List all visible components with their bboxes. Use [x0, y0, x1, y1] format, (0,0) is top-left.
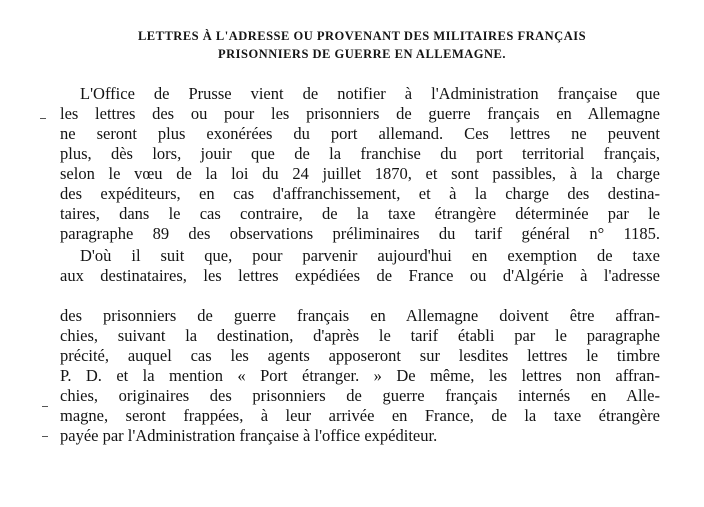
- heading-line-1: LETTRES À L'ADRESSE OU PROVENANT DES MILITAIRES FRANÇAIS: [137, 29, 587, 43]
- paragraph-1-line-7: taires, dans le cas contraire, de la taxe étrangère déterminée par le: [60, 204, 660, 223]
- paragraph-2-line-2: aux destinataires, les lettres expédiées de France ou d'Algérie à l'adresse: [60, 266, 660, 285]
- paragraph-3-line-6: magne, seront frappées, à leur arrivée en France, de la taxe étrangère: [60, 406, 660, 425]
- paragraph-1-line-6: des expéditeurs, en cas d'affranchissement, et à la charge des destina-: [60, 184, 660, 203]
- paragraph-3-line-5: chies, originaires des prisonniers de guerre français internés en Alle-: [60, 386, 660, 405]
- margin-mark: [42, 406, 48, 407]
- paragraph-1-line-2: les lettres des ou pour les prisonniers de guerre français en Allemagne: [60, 104, 660, 123]
- margin-mark: [42, 436, 48, 437]
- paragraph-3-line-7: payée par l'Administration française à l'office expéditeur.: [60, 426, 438, 445]
- paragraph-3-line-4: P. D. et la mention « Port étranger. » De même, les lettres non affran-: [60, 366, 660, 385]
- paragraph-3-line-2: chies, suivant la destination, d'après le tarif établi par le paragraphe: [60, 326, 660, 345]
- paragraph-1-line-1: L'Office de Prusse vient de notifier à l'Administration française que: [80, 84, 660, 103]
- paragraph-1-line-4: plus, dès lors, jouir que de la franchise du port territorial français,: [60, 144, 660, 163]
- paragraph-3-line-3: précité, auquel cas les agents apposeront sur lesdites lettres le timbre: [60, 346, 660, 365]
- paragraph-2-line-1: D'où il suit que, pour parvenir aujourd'hui en exemption de taxe: [80, 246, 660, 265]
- heading-line-2: PRISONNIERS DE GUERRE EN ALLEMAGNE.: [217, 47, 507, 61]
- margin-mark: [40, 118, 46, 119]
- paragraph-1-line-8: paragraphe 89 des observations préliminaires du tarif général n° 1185.: [60, 224, 660, 243]
- paragraph-3-line-1: des prisonniers de guerre français en Allemagne doivent être affran-: [60, 306, 660, 325]
- paragraph-1-line-5: selon le vœu de la loi du 24 juillet 1870, et sont passibles, à la charge: [60, 164, 660, 183]
- paragraph-1-line-3: ne seront plus exonérées du port allemand. Ces lettres ne peuvent: [60, 124, 660, 143]
